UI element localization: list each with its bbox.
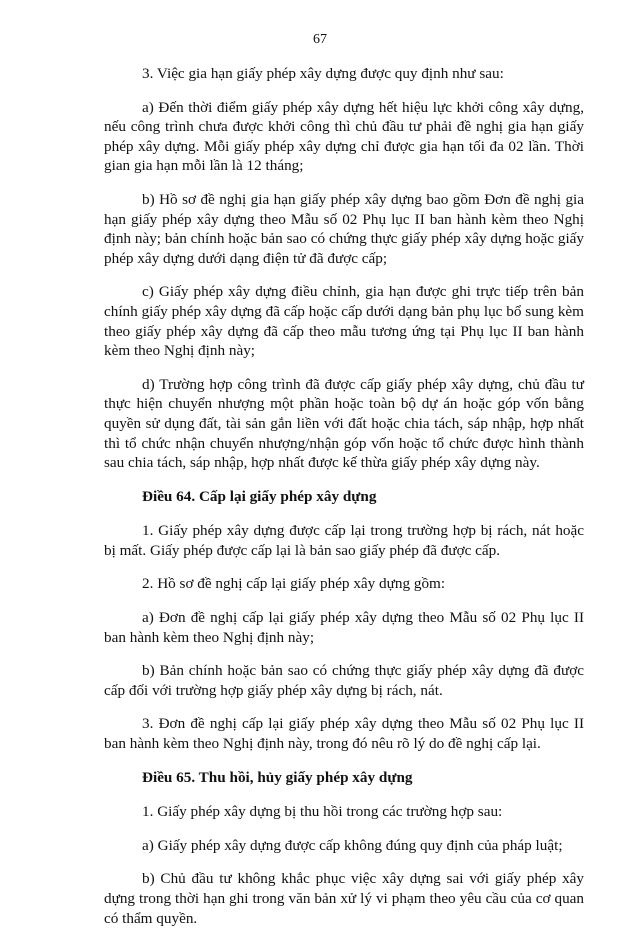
paragraph: 1. Giấy phép xây dựng bị thu hồi trong các trường hợp sau: bbox=[142, 803, 503, 821]
paragraph: c) Giấy phép xây dựng điều chỉnh, gia hạn được ghi trực tiếp trên bản chính giấy phép xây dựng đã cấp hoặc cấp dưới dạng bản phụ lục bổ sung kèm theo giấy phép xây dựng đã cấp theo mẫu tương ứng tại Phụ lục II ban hành kèm theo Nghị định này; bbox=[104, 283, 584, 360]
article-heading: Điều 64. Cấp lại giấy phép xây dựng bbox=[142, 487, 377, 505]
paragraph: a) Đến thời điểm giấy phép xây dựng hết hiệu lực khởi công xây dựng, nếu công trình chưa được khởi công thì chủ đầu tư phải đề nghị gia hạn giấy phép xây dựng. Mỗi giấy phép xây dựng chỉ được gia hạn tối đa 02 lần. Thời gian gia hạn mỗi lần là 12 tháng; bbox=[104, 98, 584, 175]
paragraph: 2. Hồ sơ đề nghị cấp lại giấy phép xây dựng gồm: bbox=[142, 575, 446, 593]
paragraph: b) Bản chính hoặc bản sao có chứng thực giấy phép xây dựng đã được cấp đối với trường hợp giấy phép xây dựng bị rách, nát. bbox=[104, 662, 584, 699]
paragraph: b) Hồ sơ đề nghị gia hạn giấy phép xây dựng bao gồm Đơn đề nghị gia hạn giấy phép xây dựng theo Mẫu số 02 Phụ lục II ban hành kèm theo Nghị định này; bản chính hoặc bản sao có chứng thực giấy phép xây dựng hoặc giấy phép xây dựng dưới dạng điện tử đã được cấp; bbox=[104, 190, 584, 267]
paragraph: a) Giấy phép xây dựng được cấp không đúng quy định của pháp luật; bbox=[142, 836, 563, 854]
paragraph: a) Đơn đề nghị cấp lại giấy phép xây dựng theo Mẫu số 02 Phụ lục II ban hành kèm theo Nghị định này; bbox=[104, 609, 584, 646]
document-body bbox=[104, 64, 584, 942]
paragraph: 3. Việc gia hạn giấy phép xây dựng được quy định như sau: bbox=[142, 65, 504, 82]
paragraph: 3. Đơn đề nghị cấp lại giấy phép xây dựng theo Mẫu số 02 Phụ lục II ban hành kèm theo Nghị định này, trong đó nêu rõ lý do đề nghị cấp lại. bbox=[104, 715, 584, 753]
article-heading: Điều 65. Thu hồi, hủy giấy phép xây dựng bbox=[142, 768, 413, 786]
paragraph: d) Trường hợp công trình đã được cấp giấy phép xây dựng, chủ đầu tư thực hiện chuyển nhượng một phần hoặc toàn bộ dự án hoặc góp vốn bằng quyền sử dụng đất, tài sản gắn liền với đất hoặc chia tách, sáp nhập, hợp nhất thì tổ chức nhận chuyển nhượng/nhận góp vốn hoặc tổ chức được hình thành sau chia tách, sáp nhập, hợp nhất được kế thừa giấy phép xây dựng này. bbox=[104, 375, 584, 472]
page-number: 67 bbox=[313, 32, 327, 47]
paragraph: b) Chủ đầu tư không khắc phục việc xây dựng sai với giấy phép xây dựng trong thời hạn ghi trong văn bản xử lý vi phạm theo yêu cầu của cơ quan có thẩm quyền. bbox=[104, 870, 584, 927]
paragraph: 1. Giấy phép xây dựng được cấp lại trong trường hợp bị rách, nát hoặc bị mất. Giấy phép được cấp lại là bản sao giấy phép đã được cấp. bbox=[104, 522, 584, 559]
